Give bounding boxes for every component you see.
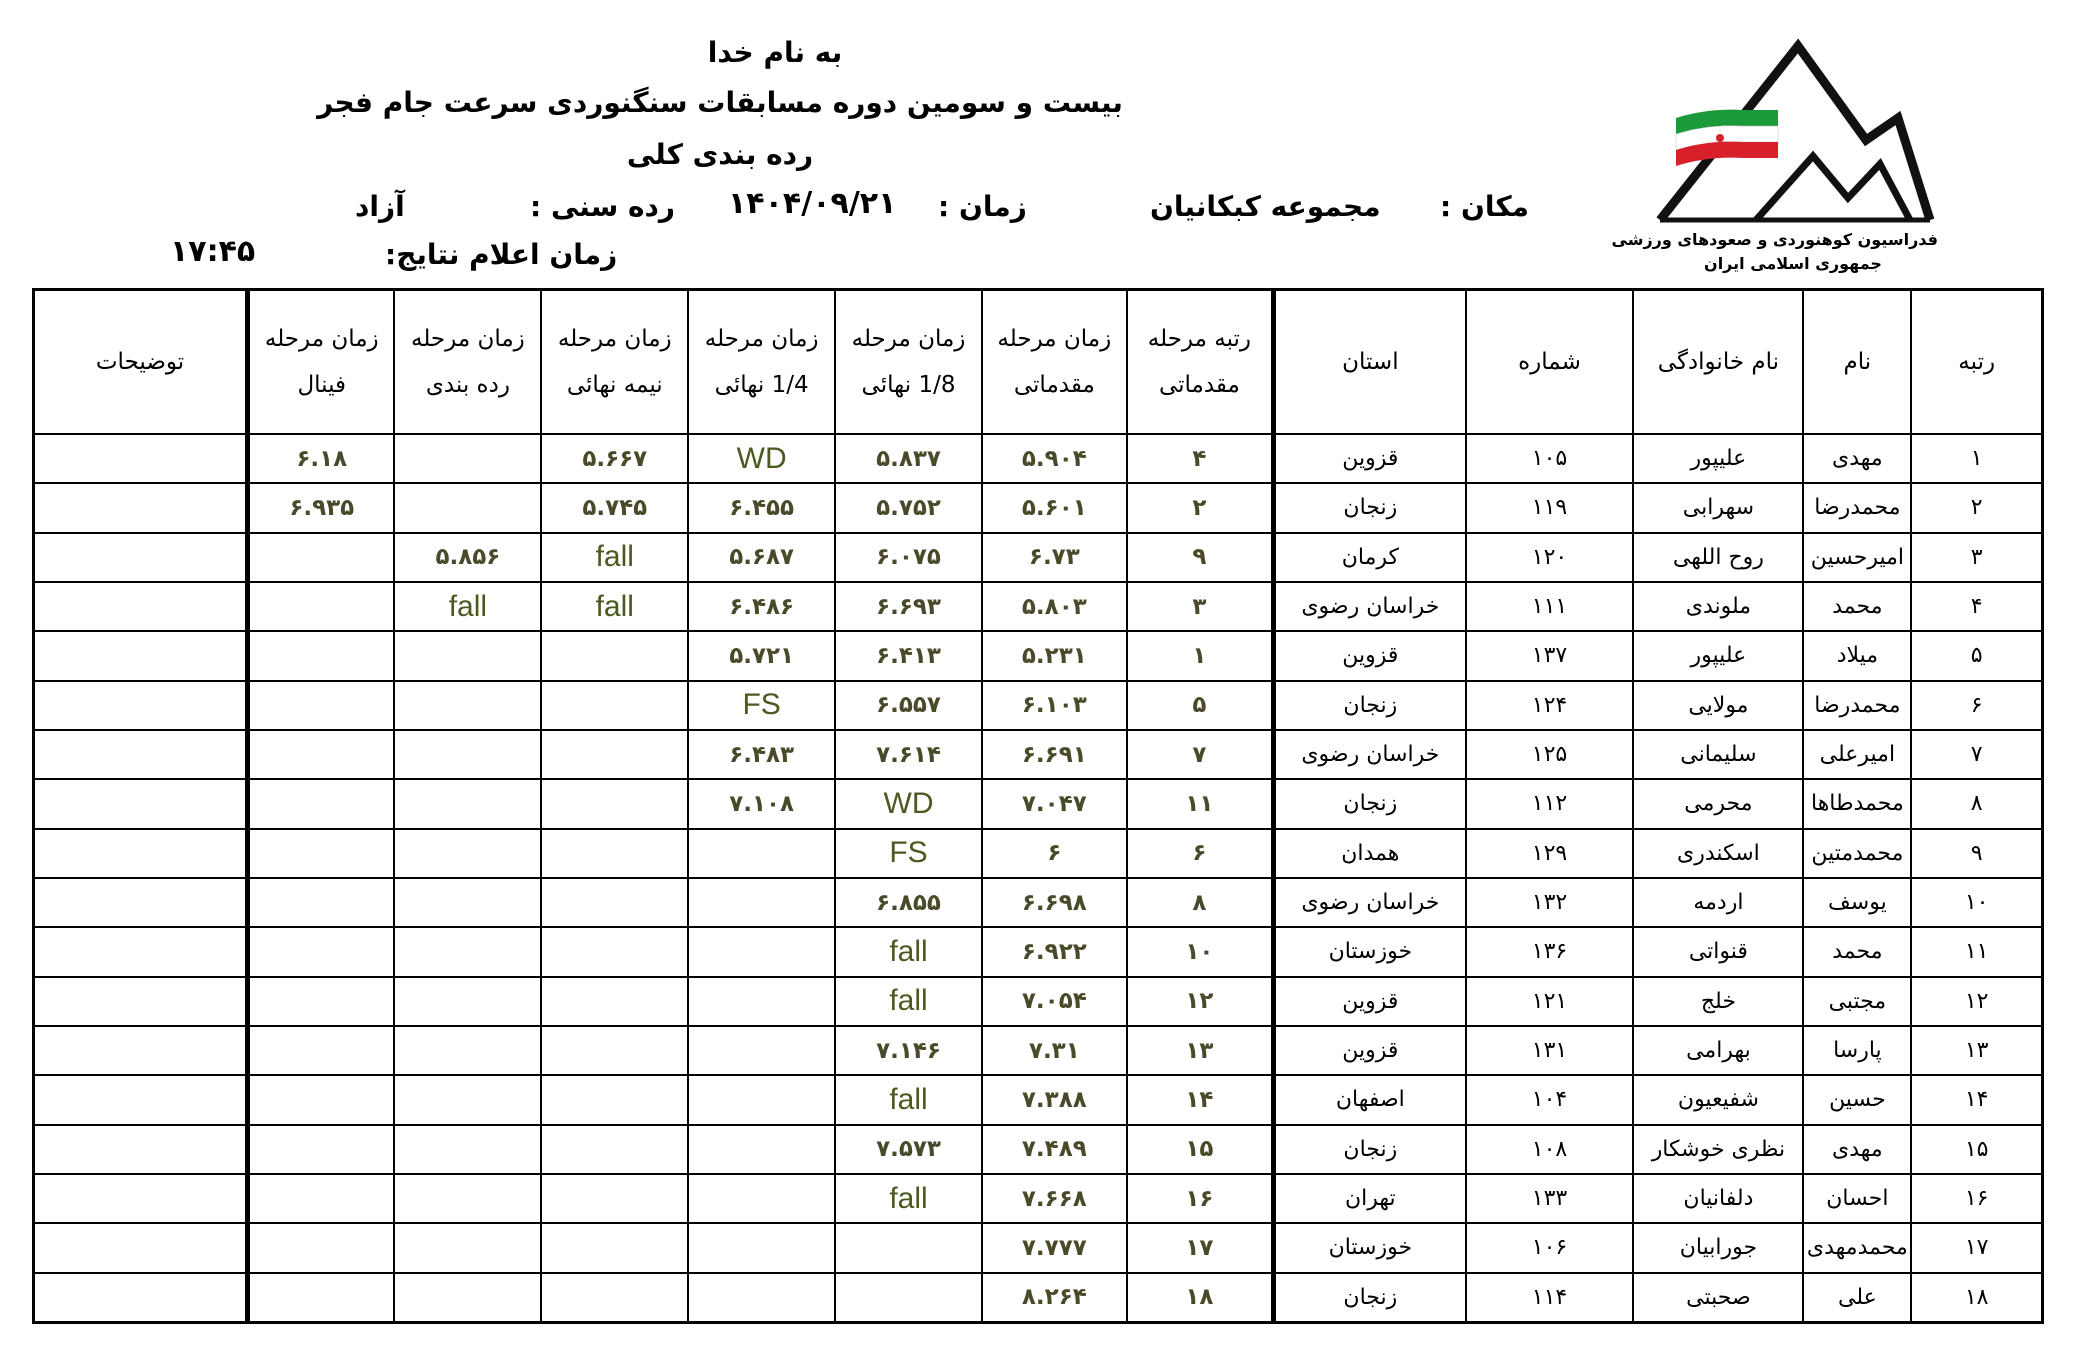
cell-notes (34, 1273, 248, 1323)
cell-sf-time (541, 1075, 688, 1124)
cell-notes (34, 977, 248, 1026)
cell-class-time: ۵.۸۵۶ (394, 533, 541, 582)
cell-qf-time: ۵.۶۸۷ (688, 533, 835, 582)
cell-qf-time (688, 977, 835, 1026)
cell-last-name: بهرامی (1633, 1026, 1803, 1075)
cell-qual-rank: ۱۸ (1127, 1273, 1274, 1323)
cell-class-time (394, 927, 541, 976)
cell-qual-time: ۸.۲۶۴ (982, 1273, 1127, 1323)
cell-r16-time: ۶.۰۷۵ (835, 533, 982, 582)
cell-r16-time: fall (835, 1174, 982, 1223)
cell-last-name: صحبتی (1633, 1273, 1803, 1323)
cell-qual-rank: ۴ (1127, 434, 1274, 483)
cell-qual-time: ۵.۸۰۳ (982, 582, 1127, 631)
cell-rank: ۶ (1911, 681, 2042, 730)
cell-qual-rank: ۱۰ (1127, 927, 1274, 976)
table-row (34, 631, 2043, 680)
cell-r16-time: ۶.۵۵۷ (835, 681, 982, 730)
cell-final-time (248, 533, 395, 582)
cell-province: زنجان (1274, 483, 1466, 532)
cell-final-time (248, 631, 395, 680)
cell-qf-time (688, 1273, 835, 1323)
table-row (34, 1174, 2043, 1223)
cell-sf-time (541, 1026, 688, 1075)
cell-class-time (394, 1223, 541, 1272)
cell-final-time (248, 1174, 395, 1223)
cell-sf-time (541, 977, 688, 1026)
cell-qual-rank: ۹ (1127, 533, 1274, 582)
cell-number: ۱۳۲ (1466, 878, 1634, 927)
cell-province: قزوین (1274, 631, 1466, 680)
cell-qual-rank: ۱۵ (1127, 1125, 1274, 1174)
cell-last-name: مولایی (1633, 681, 1803, 730)
header-bismillah: به نام خدا (707, 36, 843, 69)
cell-qual-time: ۷.۳۸۸ (982, 1075, 1127, 1124)
table-row (34, 1273, 2043, 1323)
ranking-title: رده بندی کلی (626, 138, 814, 171)
cell-final-time: ۶.۱۸ (248, 434, 395, 483)
cell-province: اصفهان (1274, 1075, 1466, 1124)
cell-notes (34, 730, 248, 779)
cell-province: همدان (1274, 829, 1466, 878)
cell-rank: ۱۵ (1911, 1125, 2042, 1174)
logo-text-country: جمهوری اسلامی ایران (1704, 254, 1882, 273)
cell-qual-time: ۷.۴۸۹ (982, 1125, 1127, 1174)
place-label: مکان : (1440, 190, 1529, 223)
cell-first-name: امیرعلی (1803, 730, 1911, 779)
cell-qual-rank: ۱ (1127, 631, 1274, 680)
cell-last-name: علیپور (1633, 434, 1803, 483)
date-label: زمان : (938, 190, 1027, 223)
cell-first-name: مهدی (1803, 1125, 1911, 1174)
cell-qual-time: ۵.۲۳۱ (982, 631, 1127, 680)
cell-sf-time: ۵.۷۴۵ (541, 483, 688, 532)
col-province: استان (1274, 290, 1466, 435)
cell-number: ۱۰۶ (1466, 1223, 1634, 1272)
cell-qf-time (688, 1125, 835, 1174)
place-value: مجموعه کبکانیان (1150, 190, 1381, 223)
cell-final-time: ۶.۹۳۵ (248, 483, 395, 532)
date-value: ۱۴۰۴/۰۹/۲۱ (728, 186, 897, 221)
results-time-label: زمان اعلام نتایج: (385, 238, 618, 271)
cell-rank: ۳ (1911, 533, 2042, 582)
cell-notes (34, 631, 248, 680)
table-row (34, 483, 2043, 532)
cell-last-name: ملوندی (1633, 582, 1803, 631)
cell-r16-time: ۷.۱۴۶ (835, 1026, 982, 1075)
results-time-value: ۱۷:۴۵ (170, 234, 256, 269)
cell-rank: ۱۸ (1911, 1273, 2042, 1323)
cell-class-time (394, 631, 541, 680)
cell-qf-time: WD (688, 434, 835, 483)
cell-notes (34, 434, 248, 483)
cell-qual-rank: ۱۷ (1127, 1223, 1274, 1272)
cell-first-name: میلاد (1803, 631, 1911, 680)
cell-first-name: امیرحسین (1803, 533, 1911, 582)
cell-qf-time: FS (688, 681, 835, 730)
cell-qual-rank: ۱۶ (1127, 1174, 1274, 1223)
cell-final-time (248, 1273, 395, 1323)
cell-notes (34, 878, 248, 927)
col-class-time: زمان مرحله رده بندی (394, 290, 541, 435)
cell-qual-time: ۵.۶۰۱ (982, 483, 1127, 532)
cell-qual-rank: ۵ (1127, 681, 1274, 730)
cell-qual-time: ۶.۱۰۳ (982, 681, 1127, 730)
cell-qf-time: ۷.۱۰۸ (688, 779, 835, 828)
cell-rank: ۱۱ (1911, 927, 2042, 976)
table-row (34, 927, 2043, 976)
cell-province: زنجان (1274, 779, 1466, 828)
cell-number: ۱۱۹ (1466, 483, 1634, 532)
table-row (34, 977, 2043, 1026)
cell-province: زنجان (1274, 1125, 1466, 1174)
cell-last-name: دلفانیان (1633, 1174, 1803, 1223)
cell-final-time (248, 878, 395, 927)
cell-final-time (248, 927, 395, 976)
cell-r16-time: ۷.۵۷۳ (835, 1125, 982, 1174)
cell-qual-time: ۶.۶۹۱ (982, 730, 1127, 779)
cell-last-name: محرمی (1633, 779, 1803, 828)
table-row (34, 434, 2043, 483)
cell-number: ۱۱۲ (1466, 779, 1634, 828)
cell-province: خراسان رضوی (1274, 582, 1466, 631)
cell-qf-time: ۶.۴۸۶ (688, 582, 835, 631)
cell-final-time (248, 1125, 395, 1174)
cell-sf-time (541, 1174, 688, 1223)
cell-sf-time (541, 779, 688, 828)
age-label: رده سنی : (530, 190, 676, 223)
cell-qf-time (688, 878, 835, 927)
cell-first-name: مهدی (1803, 434, 1911, 483)
cell-sf-time (541, 631, 688, 680)
cell-first-name: محمد (1803, 927, 1911, 976)
cell-number: ۱۰۸ (1466, 1125, 1634, 1174)
cell-r16-time: ۷.۶۱۴ (835, 730, 982, 779)
cell-qf-time (688, 1026, 835, 1075)
cell-first-name: مجتبی (1803, 977, 1911, 1026)
cell-first-name: علی (1803, 1273, 1911, 1323)
cell-qual-time: ۷.۶۶۸ (982, 1174, 1127, 1223)
cell-final-time (248, 730, 395, 779)
cell-qf-time (688, 1075, 835, 1124)
cell-rank: ۸ (1911, 779, 2042, 828)
cell-qual-rank: ۱۴ (1127, 1075, 1274, 1124)
cell-r16-time: WD (835, 779, 982, 828)
col-last-name: نام خانوادگی (1633, 290, 1803, 435)
cell-last-name: سلیمانی (1633, 730, 1803, 779)
cell-province: تهران (1274, 1174, 1466, 1223)
cell-province: خوزستان (1274, 927, 1466, 976)
cell-first-name: حسین (1803, 1075, 1911, 1124)
cell-rank: ۴ (1911, 582, 2042, 631)
cell-qf-time (688, 1223, 835, 1272)
cell-last-name: علیپور (1633, 631, 1803, 680)
cell-sf-time (541, 1273, 688, 1323)
col-r16-time: زمان مرحله 1/8 نهائی (835, 290, 982, 435)
cell-class-time (394, 730, 541, 779)
col-sf-time: زمان مرحله نیمه نهائی (541, 290, 688, 435)
cell-qual-time: ۶.۶۹۸ (982, 878, 1127, 927)
cell-qual-rank: ۲ (1127, 483, 1274, 532)
cell-notes (34, 483, 248, 532)
cell-rank: ۱۶ (1911, 1174, 2042, 1223)
cell-rank: ۱۰ (1911, 878, 2042, 927)
cell-last-name: قنواتی (1633, 927, 1803, 976)
col-first-name: نام (1803, 290, 1911, 435)
cell-first-name: محمدطاها (1803, 779, 1911, 828)
logo-text-federation: فدراسیون کوهنوردی و صعودهای ورزشی (1611, 230, 1938, 249)
table-header-row (34, 290, 2043, 435)
table-row (34, 582, 2043, 631)
table-row (34, 533, 2043, 582)
cell-rank: ۱۳ (1911, 1026, 2042, 1075)
cell-qual-time: ۶.۹۲۲ (982, 927, 1127, 976)
cell-class-time (394, 779, 541, 828)
cell-province: خراسان رضوی (1274, 730, 1466, 779)
cell-rank: ۱۷ (1911, 1223, 2042, 1272)
cell-province: زنجان (1274, 1273, 1466, 1323)
cell-province: قزوین (1274, 1026, 1466, 1075)
cell-notes (34, 1174, 248, 1223)
cell-province: قزوین (1274, 977, 1466, 1026)
cell-rank: ۹ (1911, 829, 2042, 878)
cell-rank: ۱۲ (1911, 977, 2042, 1026)
cell-final-time (248, 779, 395, 828)
cell-class-time: fall (394, 582, 541, 631)
cell-number: ۱۲۴ (1466, 681, 1634, 730)
federation-logo (1611, 38, 1938, 288)
cell-qual-time: ۶ (982, 829, 1127, 878)
cell-rank: ۷ (1911, 730, 2042, 779)
cell-qual-time: ۷.۳۱ (982, 1026, 1127, 1075)
cell-first-name: محمد (1803, 582, 1911, 631)
cell-class-time (394, 977, 541, 1026)
cell-qual-time: ۷.۰۴۷ (982, 779, 1127, 828)
cell-qual-rank: ۱۱ (1127, 779, 1274, 828)
cell-notes (34, 1125, 248, 1174)
cell-notes (34, 1075, 248, 1124)
cell-r16-time: ۵.۸۳۷ (835, 434, 982, 483)
cell-first-name: پارسا (1803, 1026, 1911, 1075)
mountain-logo-icon (1611, 38, 1938, 258)
cell-final-time (248, 977, 395, 1026)
cell-number: ۱۳۱ (1466, 1026, 1634, 1075)
cell-rank: ۱ (1911, 434, 2042, 483)
cell-sf-time (541, 927, 688, 976)
cell-province: خراسان رضوی (1274, 878, 1466, 927)
cell-r16-time: ۶.۸۵۵ (835, 878, 982, 927)
cell-notes (34, 1223, 248, 1272)
cell-number: ۱۳۷ (1466, 631, 1634, 680)
cell-notes (34, 1026, 248, 1075)
col-notes: توضیحات (34, 290, 248, 435)
col-qual-rank: رتبه مرحله مقدماتی (1127, 290, 1274, 435)
cell-sf-time: ۵.۶۶۷ (541, 434, 688, 483)
col-qual-time: زمان مرحله مقدماتی (982, 290, 1127, 435)
cell-qf-time: ۵.۷۲۱ (688, 631, 835, 680)
cell-final-time (248, 681, 395, 730)
cell-province: زنجان (1274, 681, 1466, 730)
cell-notes (34, 681, 248, 730)
cell-last-name: سهرابی (1633, 483, 1803, 532)
cell-class-time (394, 434, 541, 483)
cell-sf-time (541, 1223, 688, 1272)
cell-last-name: نظری خوشکار (1633, 1125, 1803, 1174)
table-row (34, 681, 2043, 730)
cell-qf-time: ۶.۴۸۳ (688, 730, 835, 779)
cell-sf-time (541, 829, 688, 878)
cell-sf-time (541, 878, 688, 927)
cell-number: ۱۲۹ (1466, 829, 1634, 878)
cell-qual-time: ۷.۷۷۷ (982, 1223, 1127, 1272)
table-row (34, 878, 2043, 927)
cell-r16-time: FS (835, 829, 982, 878)
cell-sf-time: fall (541, 582, 688, 631)
cell-rank: ۱۴ (1911, 1075, 2042, 1124)
cell-qual-rank: ۱۲ (1127, 977, 1274, 1026)
cell-number: ۱۲۰ (1466, 533, 1634, 582)
cell-qual-time: ۷.۰۵۴ (982, 977, 1127, 1026)
cell-first-name: محمدمتین (1803, 829, 1911, 878)
cell-class-time (394, 681, 541, 730)
cell-r16-time (835, 1273, 982, 1323)
cell-rank: ۲ (1911, 483, 2042, 532)
cell-first-name: محمدرضا (1803, 681, 1911, 730)
results-table (32, 288, 2044, 1324)
cell-class-time (394, 1026, 541, 1075)
cell-final-time (248, 829, 395, 878)
cell-number: ۱۳۶ (1466, 927, 1634, 976)
table-row (34, 829, 2043, 878)
cell-qual-rank: ۱۳ (1127, 1026, 1274, 1075)
cell-number: ۱۲۱ (1466, 977, 1634, 1026)
cell-qual-time: ۶.۷۳ (982, 533, 1127, 582)
cell-qf-time (688, 1174, 835, 1223)
cell-notes (34, 582, 248, 631)
cell-sf-time (541, 1125, 688, 1174)
table-row (34, 1125, 2043, 1174)
age-value: آزاد (355, 190, 405, 223)
col-rank: رتبه (1911, 290, 2042, 435)
cell-number: ۱۰۴ (1466, 1075, 1634, 1124)
col-final-time: زمان مرحله فینال (248, 290, 395, 435)
cell-number: ۱۰۵ (1466, 434, 1634, 483)
cell-notes (34, 829, 248, 878)
cell-last-name: جورابیان (1633, 1223, 1803, 1272)
cell-sf-time (541, 681, 688, 730)
cell-final-time (248, 1075, 395, 1124)
cell-qual-time: ۵.۹۰۴ (982, 434, 1127, 483)
cell-r16-time (835, 1223, 982, 1272)
cell-last-name: اردمه (1633, 878, 1803, 927)
table-row (34, 779, 2043, 828)
cell-sf-time: fall (541, 533, 688, 582)
cell-first-name: یوسف (1803, 878, 1911, 927)
table-row (34, 1075, 2043, 1124)
cell-notes (34, 533, 248, 582)
cell-last-name: روح اللهی (1633, 533, 1803, 582)
cell-number: ۱۲۵ (1466, 730, 1634, 779)
cell-r16-time: fall (835, 977, 982, 1026)
cell-rank: ۵ (1911, 631, 2042, 680)
cell-qf-time: ۶.۴۵۵ (688, 483, 835, 532)
col-number: شماره (1466, 290, 1634, 435)
cell-class-time (394, 1174, 541, 1223)
cell-first-name: احسان (1803, 1174, 1911, 1223)
cell-notes (34, 779, 248, 828)
cell-class-time (394, 1125, 541, 1174)
col-qf-time: زمان مرحله 1/4 نهائی (688, 290, 835, 435)
cell-last-name: اسکندری (1633, 829, 1803, 878)
cell-class-time (394, 829, 541, 878)
cell-last-name: خلج (1633, 977, 1803, 1026)
cell-first-name: محمدرضا (1803, 483, 1911, 532)
cell-notes (34, 927, 248, 976)
table-row (34, 730, 2043, 779)
cell-final-time (248, 1223, 395, 1272)
cell-sf-time (541, 730, 688, 779)
cell-number: ۱۱۴ (1466, 1273, 1634, 1323)
cell-qf-time (688, 927, 835, 976)
table-row (34, 1223, 2043, 1272)
table-row (34, 1026, 2043, 1075)
cell-first-name: محمدمهدی (1803, 1223, 1911, 1272)
cell-class-time (394, 483, 541, 532)
cell-class-time (394, 878, 541, 927)
cell-qual-rank: ۷ (1127, 730, 1274, 779)
competition-title: بیست و سومین دوره مسابقات سنگنوردی سرعت جام فجر (317, 86, 1123, 119)
cell-province: خوزستان (1274, 1223, 1466, 1272)
cell-qual-rank: ۳ (1127, 582, 1274, 631)
cell-final-time (248, 1026, 395, 1075)
cell-r16-time: ۵.۷۵۲ (835, 483, 982, 532)
cell-last-name: شفیعیون (1633, 1075, 1803, 1124)
cell-class-time (394, 1075, 541, 1124)
cell-province: قزوین (1274, 434, 1466, 483)
cell-province: کرمان (1274, 533, 1466, 582)
cell-class-time (394, 1273, 541, 1323)
cell-r16-time: fall (835, 1075, 982, 1124)
cell-r16-time: ۶.۶۹۳ (835, 582, 982, 631)
cell-qual-rank: ۶ (1127, 829, 1274, 878)
cell-qual-rank: ۸ (1127, 878, 1274, 927)
cell-r16-time: fall (835, 927, 982, 976)
cell-number: ۱۳۳ (1466, 1174, 1634, 1223)
cell-final-time (248, 582, 395, 631)
cell-r16-time: ۶.۴۱۳ (835, 631, 982, 680)
cell-number: ۱۱۱ (1466, 582, 1634, 631)
cell-qf-time (688, 829, 835, 878)
